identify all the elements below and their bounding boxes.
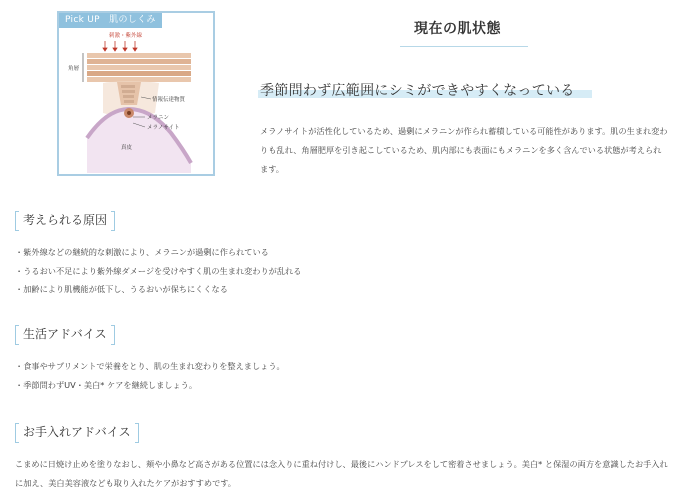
skin-illustration (59, 13, 217, 178)
list-item: ・食事やサプリメントで栄養をとり、肌の生まれ変わりを整えましょう。 (15, 361, 285, 371)
skin-status-headline: 季節問わず広範囲にシミができやすくなっている (260, 83, 575, 99)
list-item: ・加齢により肌機能が低下し、うるおいが保ちにくくなる (15, 284, 228, 294)
lifestyle-heading: 生活アドバイス (15, 325, 115, 343)
care-heading: お手入れアドバイス (15, 423, 139, 441)
list-item: ・紫外線などの継続的な刺激により、メラニンが過剰に作られている (15, 247, 269, 257)
care-advice-text: こまめに日焼け止めを塗りなおし、頬や小鼻など高さがある位置には念入りに重ね付けし、最後にハンドプレスをして密着させましょう。美白* と保湿の両方を意識したお手入れに加え、美白美容液なども取り入れたケアがおすすめです。 (15, 459, 668, 488)
stratum-label: 角層 (68, 66, 80, 72)
uv-label: 刺激・紫外線 (109, 33, 143, 39)
stratum-layers (87, 53, 191, 82)
skin-status-description: メラノサイトが活性化しているため、過剰にメラニンが作られ蓄積している可能性があります。肌の生まれ変わりも乱れ、角層肥厚を引き起こしているため、肌内部にも表面にもメラニンを多く含んでいる状態が考えられます。 (260, 126, 668, 174)
skin-structure-diagram (57, 11, 215, 176)
transmitter-label: 情報伝達物質 (152, 97, 186, 103)
dermis-label: 真皮 (121, 145, 133, 151)
page-title: 現在の肌状態 (414, 21, 501, 37)
melanocyte-label: メラノサイト (147, 125, 180, 131)
pickup-label: Pick UP 肌のしくみ (59, 13, 162, 28)
causes-list (15, 243, 655, 299)
list-item: ・季節問わずUV・美白* ケアを継続しましょう。 (15, 379, 198, 390)
title-divider (400, 46, 528, 47)
melanin-label: メラニン (147, 115, 170, 121)
uv-arrows-icon (103, 41, 137, 51)
causes-heading: 考えられる原因 (15, 211, 115, 229)
list-item: ・うるおい不足により紫外線ダメージを受けやすく肌の生まれ変わりが乱れる (15, 265, 302, 276)
lifestyle-list (15, 357, 655, 394)
